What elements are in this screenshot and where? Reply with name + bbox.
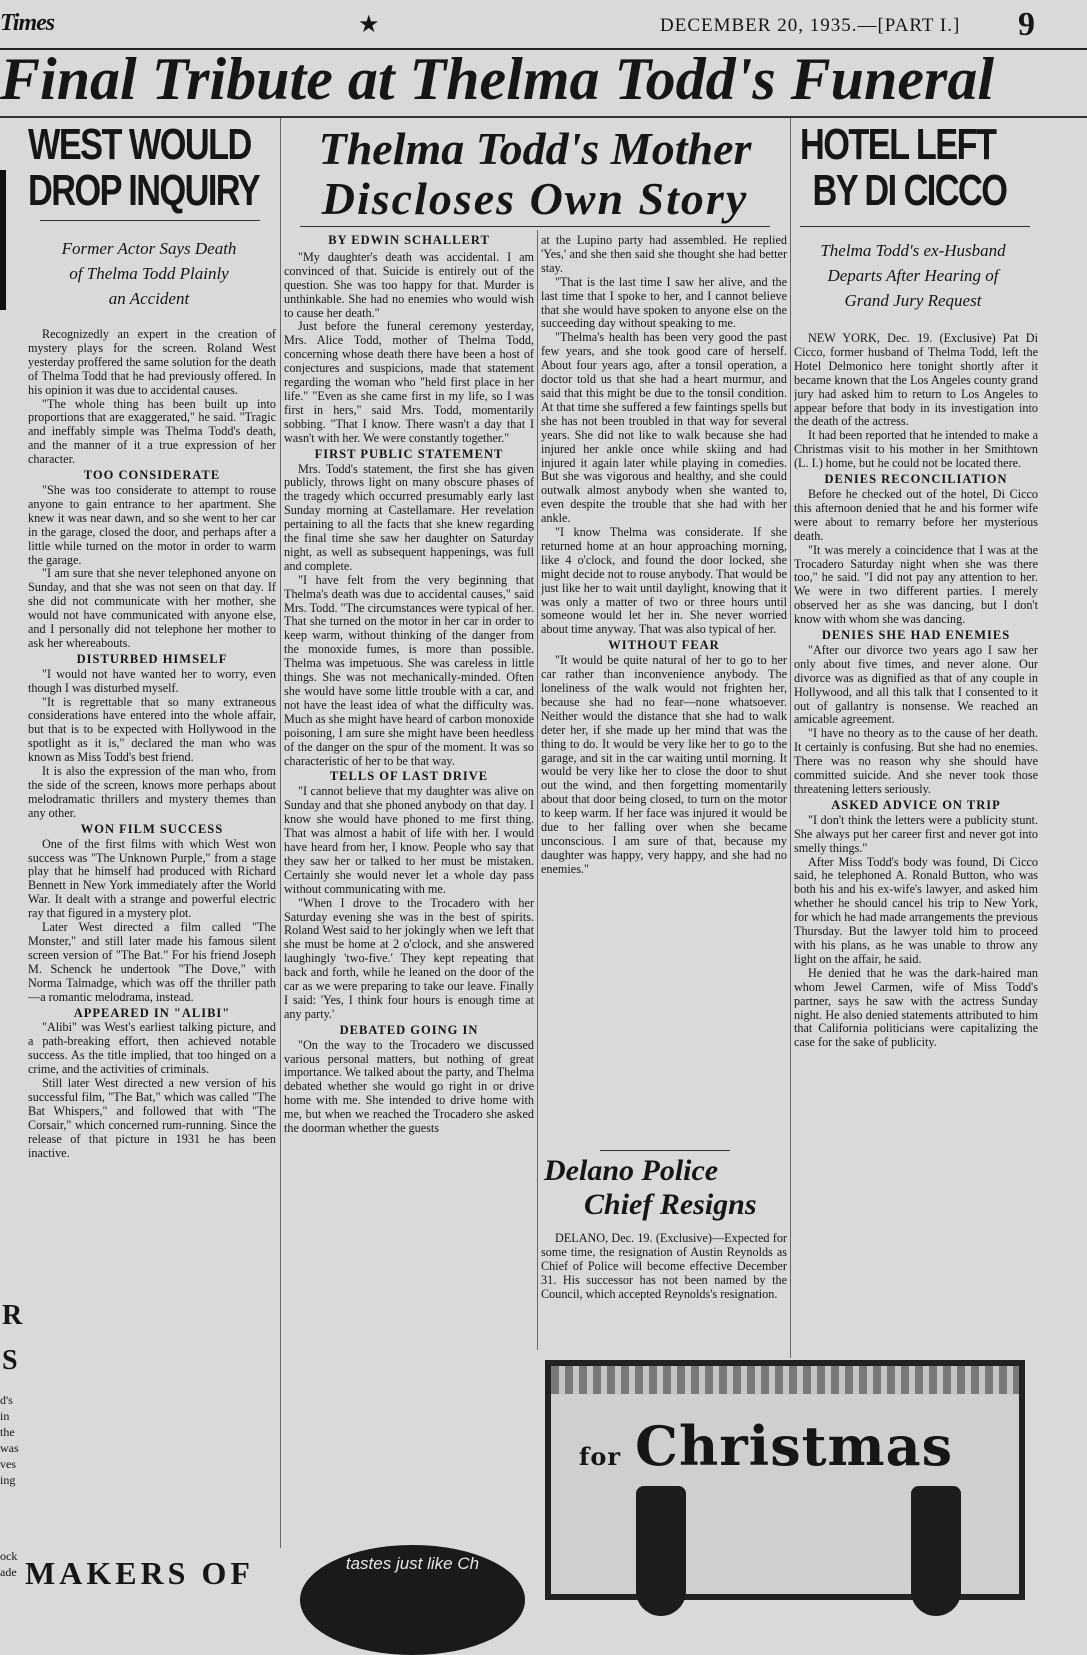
headline-line: BY DI CICCO bbox=[812, 166, 1007, 215]
paragraph: "I don't think the letters were a publicity stunt. She always put her career first and never got into smelly things." bbox=[794, 812, 1038, 855]
paragraph: He denied that he was the dark-haired man whom Jewel Carmen, wife of Miss Todd's partner, says he saw with the actress Sunday night. He also denied statements attributed to him that California politicians were capitalizing the case for the sake of publicity. bbox=[794, 965, 1038, 1050]
paragraph: "I have felt from the very beginning that Thelma's death was due to accidental causes," said Mrs. Todd. "The circumstances were typical of her. That she turned on the motor in her car in order to keep warm, without thinking of the danger from the monoxide fumes, is more than possible. Thelma was impetuous. She was careless in little things. She was not mechanically-minded. Often she would have some little trouble with a car, and not have the least idea of what the difficulty was. Much as she might have heard of carbon monoxide poisoning, I am sure she might have been heedless of the danger on the spur of the moment. It was so characteristic of her to be that way. bbox=[284, 572, 534, 768]
subhead: ASKED ADVICE ON TRIP bbox=[831, 797, 1001, 812]
paragraph: "Thelma's health has been very good the past few years, and she took good care of herself. About four years ago, after a tonsil operation, a doctor told us that she had a heart murmur, and said that this might be due to the tonsil condition. At that time she suffered a few faintings spells but she has not been troubled in that way for several years. She did not like to walk because she had injured her ankle once while skiing and had injured it again later while playing in comedies. But she was vigorous and healthy, and she could outwalk almost anybody when she wanted to, even despite the trouble that she had with her ankle. bbox=[541, 330, 787, 526]
paragraph: NEW YORK, Dec. 19. (Exclusive) Pat Di Cicco, former husband of Thelma Todd, left the Hotel Delmonico here tonight shortly after it became known that the Los Angeles county grand jury had asked him to return to Los Angeles to appear before that body in its investigation into the death of the actress. bbox=[794, 332, 1038, 429]
paragraph: "That is the last time I saw her alive, and the last time that I spoke to her, and I cannot believe that she would have spoken to anyone else on the succeeding day without speaking to me. bbox=[541, 274, 787, 331]
paragraph: It is also the expression of the man who, from the side of the screen, knows more perhaps about melodramatic thrillers and mystery themes than any other. bbox=[28, 764, 276, 820]
paragraph: Just before the funeral ceremony yesterday, Mrs. Alice Todd, mother of Thelma Todd, concerning whose death there have been a host of conjectures and suspicions, made that statement regarding the woman who "held first place in her life." "Even as she came first in my life, so I was first in hers," said Mrs. Todd, momentarily sobbing. "That I know. There wasn't a day that I wasn't with her. We were constantly together." bbox=[284, 319, 534, 445]
star-icon: ★ bbox=[358, 12, 380, 38]
boot-icon bbox=[911, 1486, 961, 1616]
paragraph: "It would be quite natural of her to go to her car rather than inconvenience anybody. The loneliness of the walk would not frighten her, because she had no fear—none whatsoever. Neither would the distance that she had to walk deter her, if she made up her mind that was the thing to do. It would be very like her to go to the garage, and sit in the car waiting until morning. It would be very like her to close the door to shut out the wind, and then forgetting momentarily about that door being closed, to turn on the motor to keep warm. If her face was injured it would be due to her falling over when she became unconscious. I am sure of that, because my daughter was happy, very happy, and she had no enemies." bbox=[541, 653, 787, 876]
deck-line: Former Actor Says Death bbox=[61, 239, 237, 258]
todd-headline bbox=[280, 124, 790, 224]
deck-line: of Thelma Todd Plainly bbox=[69, 264, 229, 283]
paragraph: Recognizedly an expert in the creation of mystery plays for the screen. Roland West yesterday proffered the same solution for the death of Thelma Todd that he had previously offered. In his opinion it was due to accidental causes. bbox=[28, 328, 276, 397]
west-article bbox=[28, 328, 276, 1550]
todd-article-col-b bbox=[541, 234, 787, 1146]
edge-fragment: in bbox=[0, 1409, 10, 1423]
paragraph: "I know Thelma was considerate. If she returned home at an hour approaching morning, like 4 o'clock, and found the door locked, she might decide not to rouse anybody. That would be just like her to wait until daylight, knowing that it was only a matter of two or three hours until someone would let her in. She never worried about time anyway. That was also typical of her. bbox=[541, 525, 787, 637]
banner-rule bbox=[0, 116, 1087, 118]
page-number: 9 bbox=[1018, 6, 1035, 43]
subhead: APPEARED IN "ALIBI" bbox=[73, 1005, 231, 1020]
paragraph: "She was too considerate to attempt to rouse anyone to gain entrance to her apartment. She knew it was near dawn, and so she went to her car in the garage, closed the door, and perhaps after a little while turned on the motor in order to warm the garage. bbox=[28, 482, 276, 567]
paragraph: "On the way to the Trocadero we discussed various personal matters, but nothing of great importance. We talked about the party, and Thelma debated whether she would go right in or drive home with me. She intended to drive home with me, but when we reached the Trocadero she asked the doorman whether the guests bbox=[284, 1037, 534, 1136]
paragraph: After Miss Todd's body was found, Di Cicco said, he telephoned A. Ronald Button, who was both his and his ex-wife's lawyer, and asked him whether he should cancel his trip to New York, for which he had made arrangements the previous Thursday. But the lawyer told him to proceed with his plans, as he was unable to throw any light on the affair, he said. bbox=[794, 854, 1038, 966]
west-deck bbox=[24, 236, 274, 311]
edge-fragment: d's bbox=[0, 1393, 13, 1407]
subhead: TELLS OF LAST DRIVE bbox=[329, 769, 489, 784]
headline-line: WEST WOULD bbox=[28, 120, 251, 169]
paragraph: Later West directed a film called "The Monster," and still later made his famous silent screen version of "The Bat." For his friend Joseph M. Schenck he undertook "The Dove," with Norma Talmadge, which was off the thriller path—a romantic melodrama, instead. bbox=[28, 920, 276, 1004]
paragraph: "I have no theory as to the cause of her death. It certainly is confusing. But she had no enemies. There was no reason why she should have committed suicide. And she never took those threatening letters seriously. bbox=[794, 726, 1038, 796]
edge-fragments bbox=[0, 1392, 24, 1580]
paragraph: "The whole thing has been built up into proportions that are exaggerated," he said. "Tragic and ineffably simple was Thelma Todd's death, and the manner of it a true expression of her character. bbox=[28, 396, 276, 467]
christmas-ad bbox=[545, 1360, 1025, 1600]
west-headline bbox=[28, 122, 278, 214]
ad-for-text: for bbox=[579, 1442, 621, 1471]
headline-line: Thelma Todd's Mother bbox=[318, 123, 752, 174]
dicicco-deck bbox=[793, 238, 1033, 313]
edge-fragment: ock bbox=[0, 1549, 18, 1563]
ad-ornament-border bbox=[551, 1366, 1019, 1394]
makers-ad-fragment: MAKERS OF bbox=[25, 1555, 254, 1591]
headline-rule bbox=[40, 220, 260, 221]
delano-headline bbox=[544, 1154, 784, 1222]
edge-letter: S bbox=[2, 1345, 18, 1376]
column-rule bbox=[280, 118, 281, 1548]
headline-line: HOTEL LEFT bbox=[800, 120, 996, 169]
edge-fragment: ade bbox=[0, 1565, 17, 1579]
subhead: DENIES RECONCILIATION bbox=[824, 472, 1008, 487]
banner-headline: Final Tribute at Thelma Todd's Funeral bbox=[0, 46, 995, 112]
deck-line: an Accident bbox=[108, 289, 190, 308]
paragraph: "I cannot believe that my daughter was alive on Sunday and that she phoned anybody on that day. I know she would have phoned to me first thing. That was almost a habit of life with her. I would have heard from her, I know. People who say that they saw her or talked to her must be mistaken. Certainly she would never let a whole day pass without communicating with me. bbox=[284, 784, 534, 896]
subhead: WON FILM SUCCESS bbox=[80, 821, 224, 836]
edge-fragment: was bbox=[0, 1441, 19, 1455]
paragraph: "After our divorce two years ago I saw her only about five times, and never alone. Our divorce was as dignified as that of any couple in Hollywood, and all this talk that I consented to it out of gallantry is nonsense. We reached an amicable agreement. bbox=[794, 642, 1038, 727]
subhead: WITHOUT FEAR bbox=[608, 638, 720, 653]
paragraph: "It is regrettable that so many extraneous considerations have entered into the whole affair, but that is to be expected with Hollywood in the spotlight as it is," declared the man who was known as Miss Todd's best friend. bbox=[28, 694, 276, 765]
headline-line: Discloses Own Story bbox=[321, 173, 749, 224]
ad-headline bbox=[579, 1414, 953, 1478]
column-rule bbox=[790, 118, 791, 1358]
paragraph: Mrs. Todd's statement, the first she has given publicly, throws light on many obscure phases of the tragedy which occurred presumably early last Sunday morning at Castellamare. Her revelation pertaining to all the facts that she knew regarding the final time she saw her daughter on Saturday night, as well as subsequent happenings, was full and complete. bbox=[284, 461, 534, 573]
headline-rule bbox=[300, 226, 770, 227]
paragraph: It had been reported that he intended to make a Christmas visit to his mother in her Smithtown (L. I.) home, but he could not be located there. bbox=[794, 428, 1038, 471]
subhead: DISTURBED HIMSELF bbox=[76, 651, 228, 666]
paragraph: DELANO, Dec. 19. (Exclusive)—Expected for some time, the resignation of Austin Reynolds as Chief of Police will become effective December 31. His successor has not been named by the Council, which accepted Reynolds's resignation. bbox=[541, 1232, 787, 1301]
todd-article-col-a bbox=[284, 234, 534, 1550]
deck-line: Thelma Todd's ex-Husband bbox=[820, 241, 1006, 260]
deck-line: Grand Jury Request bbox=[844, 291, 982, 310]
paragraph: "I am sure that she never telephoned anyone on Sunday, and that she was not seen on that day. If she did not communicate with her mother, she would not have communicated with anyone else, and I personally did not telephone her mother to ask her whereabouts. bbox=[28, 566, 276, 650]
boot-icon bbox=[636, 1486, 686, 1616]
tastes-ad-fragment: tastes just like Ch bbox=[300, 1545, 525, 1655]
subhead: DENIES SHE HAD ENEMIES bbox=[821, 628, 1011, 643]
edge-fragment: the bbox=[0, 1425, 15, 1439]
dicicco-headline bbox=[800, 122, 1040, 214]
dateline: DECEMBER 20, 1935.—[PART I.] bbox=[660, 15, 961, 36]
delano-article bbox=[541, 1232, 787, 1342]
edge-fragment: ves bbox=[0, 1457, 16, 1471]
column-rule bbox=[537, 230, 538, 1350]
paragraph: at the Lupino party had assembled. He replied 'Yes,' and she then said she thought she had better stay. bbox=[541, 234, 787, 275]
headline-line: Chief Resigns bbox=[584, 1188, 757, 1221]
paragraph: Still later West directed a new version of his successful film, "The Bat," which was called "The Bat Whispers," and followed that with "The Corsair," which concerned rum-running. Since the release of that picture in 1931 he has been inactive. bbox=[28, 1076, 276, 1160]
paragraph: "I would not have wanted her to worry, even though I was disturbed myself. bbox=[28, 666, 276, 695]
paragraph: One of the first films with which West won success was "The Unknown Purple," from a stage play that he himself had produced with Richard Bennett in New York immediately after the World War. It dealt with a strange and powerful electric ray that figured in a mystery plot. bbox=[28, 836, 276, 921]
ad-christmas-text: Christmas bbox=[634, 1414, 954, 1478]
headline-line: Delano Police bbox=[544, 1154, 719, 1187]
paragraph: "Alibi" was West's earliest talking picture, and a path-breaking effort, then achieved notable success. As the title implied, that too hinged on a crime, and the activities of criminals. bbox=[28, 1020, 276, 1077]
paragraph: "When I drove to the Trocadero with her Saturday evening she was in the best of spirits. Roland West said to her jokingly when we left that she must be home at 2 o'clock, and she answered laughingly 'two-five.' They kept repeating that back and forth, while he leaned on the door of the car as we were preparing to take our leave. Finally I said: 'Yes, I think four hours is enough time at any party.' bbox=[284, 895, 534, 1021]
paragraph: "It was merely a coincidence that I was at the Trocadero Saturday night when she was there too," he said. "I did not pay any attention to her. We were in two different parties. I merely observed her as she was dancing, but I don't know with whom she was dancing. bbox=[794, 542, 1038, 627]
paragraph: Before he checked out of the hotel, Di Cicco this afternoon denied that he and his former wife were about to remarry before her mysterious death. bbox=[794, 486, 1038, 543]
story-rule bbox=[600, 1150, 730, 1151]
edge-fragment: ing bbox=[0, 1473, 16, 1487]
subhead: TOO CONSIDERATE bbox=[83, 468, 221, 483]
dicicco-article bbox=[794, 332, 1038, 1352]
paragraph: "My daughter's death was accidental. I am convinced of that. Suicide is entirely out of the question. She was too happy for that. Murder is unthinkable. She had no enemies who would wish to cause her death." bbox=[284, 249, 534, 320]
masthead-name: Times bbox=[0, 10, 55, 36]
deck-line: Departs After Hearing of bbox=[827, 266, 999, 285]
byline: BY EDWIN SCHALLERT bbox=[328, 234, 490, 247]
headline-line: DROP INQUIRY bbox=[28, 166, 260, 215]
subhead: FIRST PUBLIC STATEMENT bbox=[314, 446, 504, 461]
subhead: DEBATED GOING IN bbox=[339, 1022, 479, 1037]
headline-rule bbox=[800, 226, 1030, 227]
edge-strip bbox=[0, 170, 6, 310]
edge-letter: R bbox=[2, 1300, 23, 1331]
